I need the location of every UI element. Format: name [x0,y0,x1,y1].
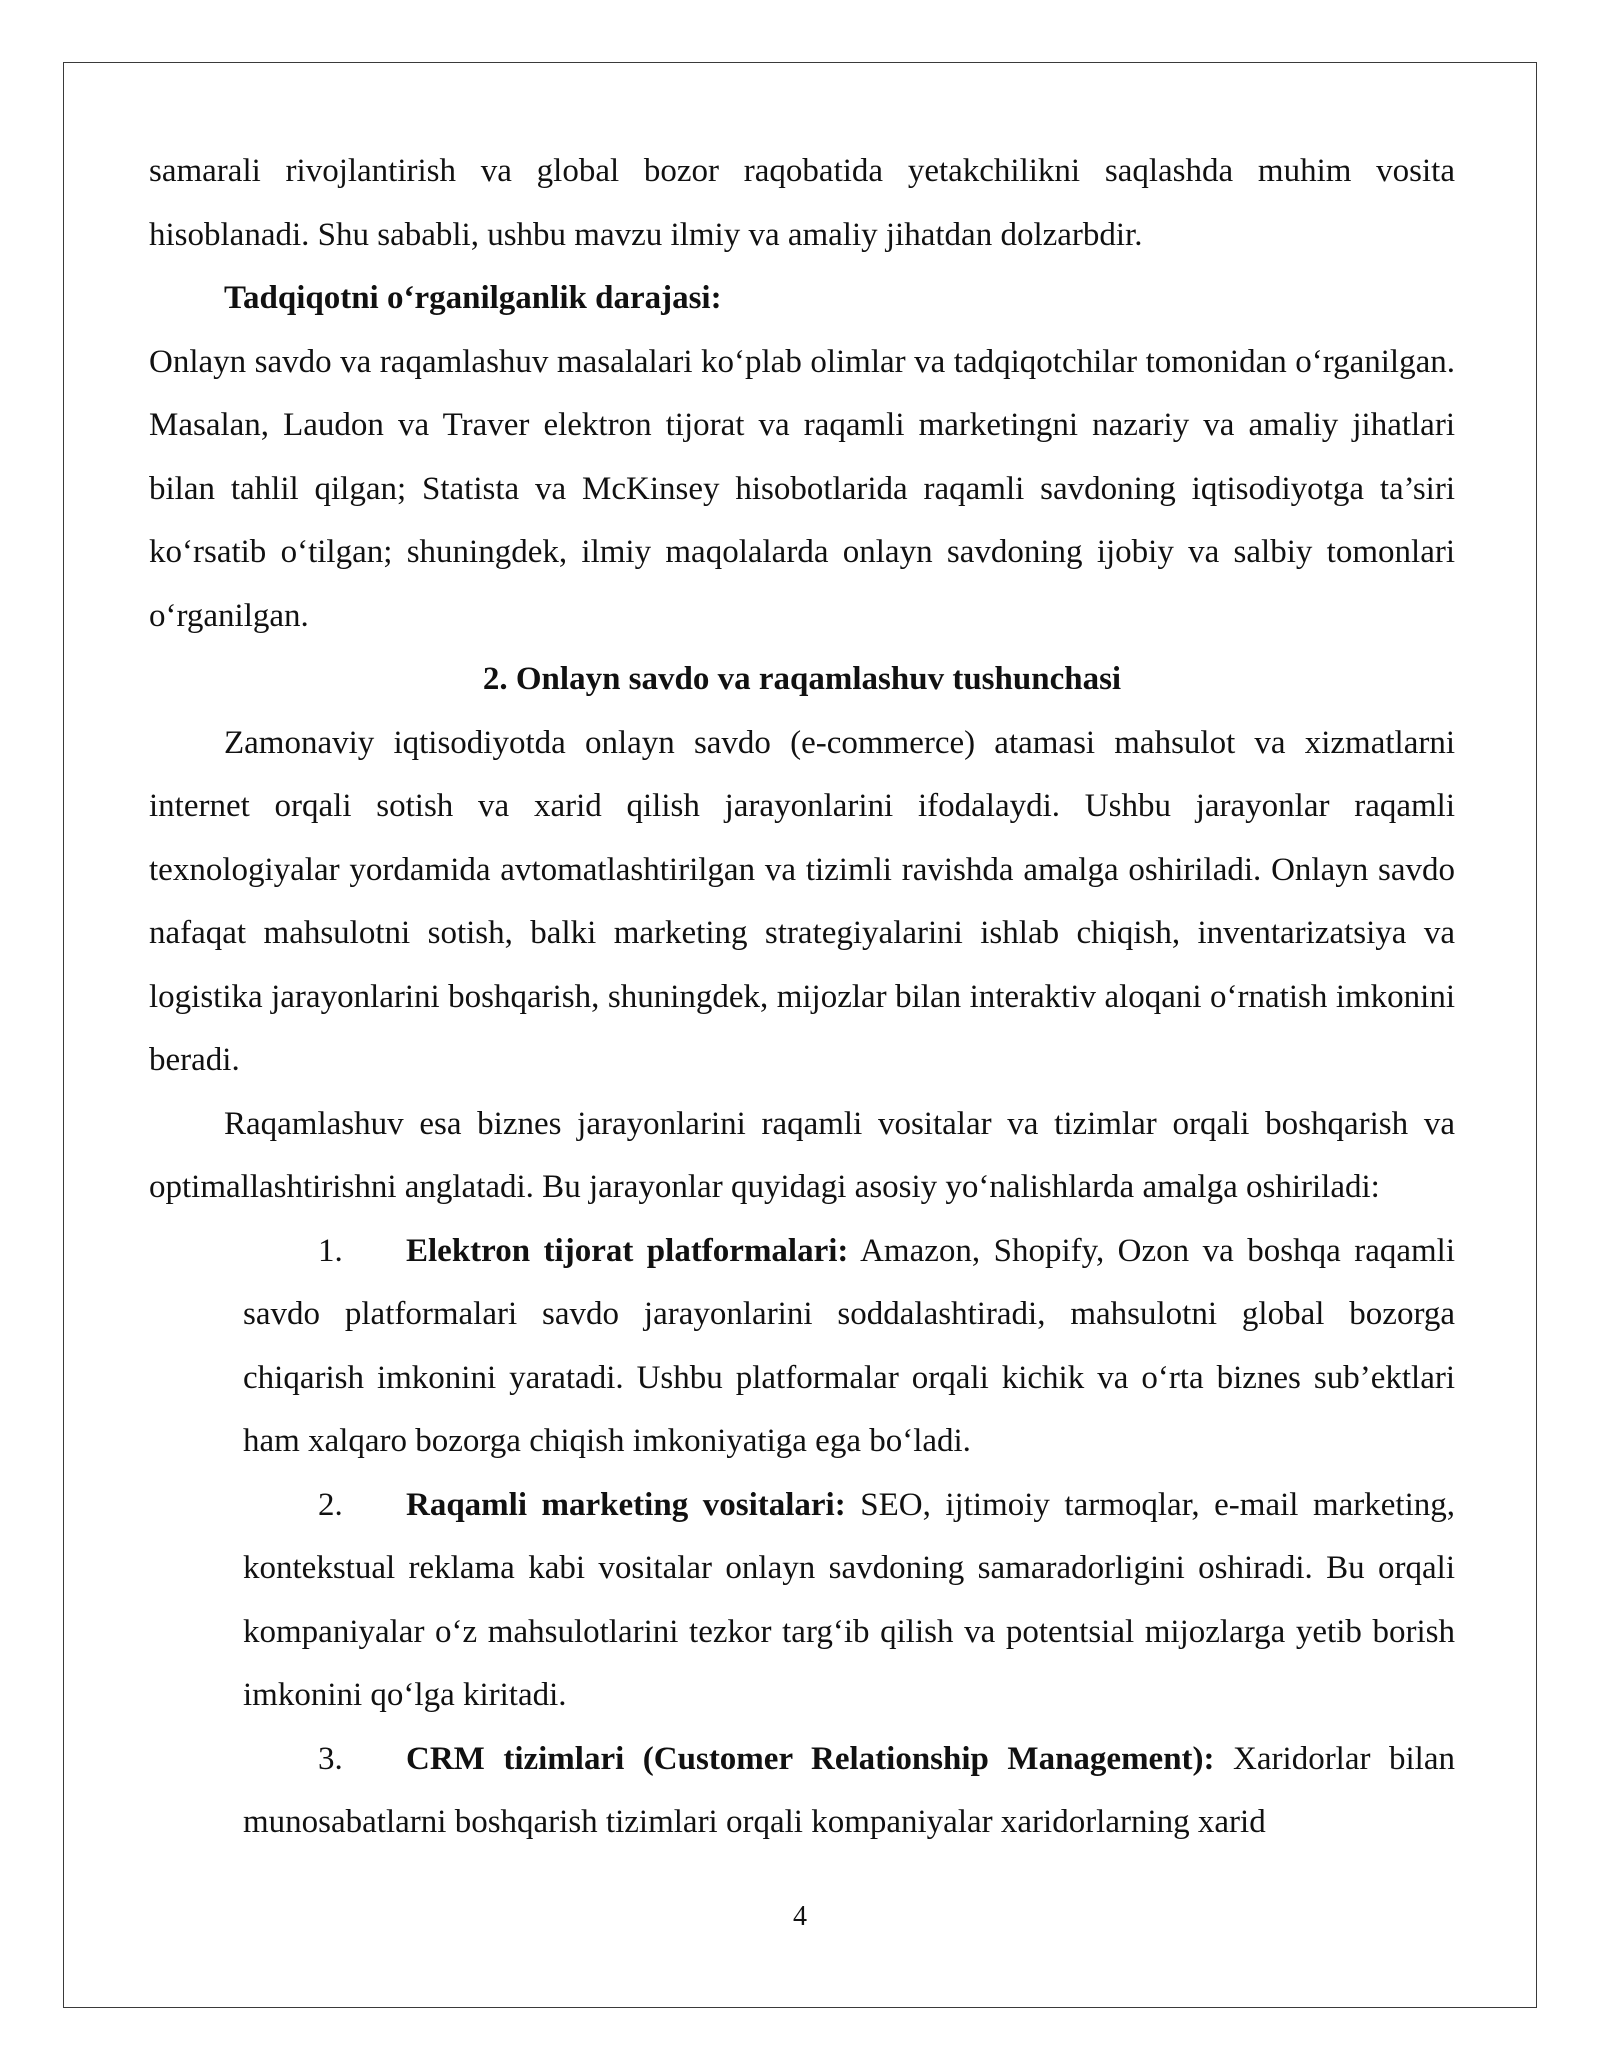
list-item [243,1728,1455,1855]
paragraph-continuation: samarali rivojlantirish va global bozor raqobatida yetakchilikni saqlashda muhim vosita hisoblanadi. Shu sababli, ushbu mavzu ilmiy va amaliy jihatdan dolzarbdir. [149,153,1455,253]
list-item-text: Amazon, Shopify, Ozon va boshqa raqamli savdo platformalari savdo jarayonlarini soddalashtiradi, mahsulotni global bozorga chiqarish imkonini yaratadi. Ushbu platformalar orqali kichik va o‘rta biznes sub’ektlari ham xalqaro bozorga chiqish imkoniyatiga ega bo‘ladi. [243,1232,1456,1459]
paragraph-ecommerce-definition: Zamonaviy iqtisodiyotda onlayn savdo (e-commerce) atamasi mahsulot va xizmatlarni internet orqali sotish va xarid qilish jarayonlarini ifodalaydi. Ushbu jarayonlar raqamli texnologiyalar yordamida avtomatlashtirilgan va tizimli ravishda amalga oshiriladi. Onlayn savdo nafaqat mahsulotni sotish, balki marketing strategiyalarini ishlab chiqish, inventarizatsiya va logistika jarayonlarini boshqarish, shuningdek, mijozlar bilan interaktiv aloqani o‘rnatish imkonini beradi. [149,724,1455,1078]
list-item-text: Xaridorlar bilan munosabatlarni boshqarish tizimlari orqali kompaniyalar xaridorlarning xarid [243,1740,1455,1840]
list-item-number: 2. [318,1486,343,1523]
list-item-title: Raqamli marketing vositalari: [406,1486,846,1523]
page-number: 4 [793,1901,807,1932]
list-item-number: 1. [318,1232,343,1269]
section-title: 2. Onlayn savdo va raqamlashuv tushunchasi [482,661,1122,697]
list-item-text: SEO, ijtimoiy tarmoqlar, e-mail marketing, kontekstual reklama kabi vositalar onlayn savdoning samaradorligini oshiradi. Bu orqali kompaniyalar o‘z mahsulotlarini tezkor targ‘ib qilish va potentsial mijozlarga yetib borish imkonini qo‘lga kiritadi. [243,1486,1455,1713]
paragraph-literature: Onlayn savdo va raqamlashuv masalalari ko‘plab olimlar va tadqiqotchilar tomonidan o‘rganilgan. Masalan, Laudon va Traver elektron tijorat va raqamli marketingni nazariy va amaliy jihatlari bilan tahlil qilgan; Statista va McKinsey hisobotlarida raqamli savdoning iqtisodiyotga ta’siri ko‘rsatib o‘tilgan; shuningdek, ilmiy maqolalarda onlayn savdoning ijobiy va salbiy tomonlari o‘rganilgan. [149,343,1455,634]
paragraph-digitalization: Raqamlashuv esa biznes jarayonlarini raqamli vositalar va tizimlar orqali boshqarish va optimallashtirishni anglatadi. Bu jarayonlar quyidagi asosiy yo‘nalishlarda amalga oshiriladi: [149,1105,1455,1205]
document-body [149,140,1455,1855]
list-item-number: 3. [318,1740,343,1777]
list-item-title: Elektron tijorat platformalari: [406,1232,849,1269]
list-item [243,1220,1455,1474]
list-item [243,1474,1455,1728]
list-item-title: CRM tizimlari (Customer Relationship Management): [406,1740,1215,1777]
subheading-research-level: Tadqiqotni o‘rganilganlik darajasi: [224,280,722,316]
